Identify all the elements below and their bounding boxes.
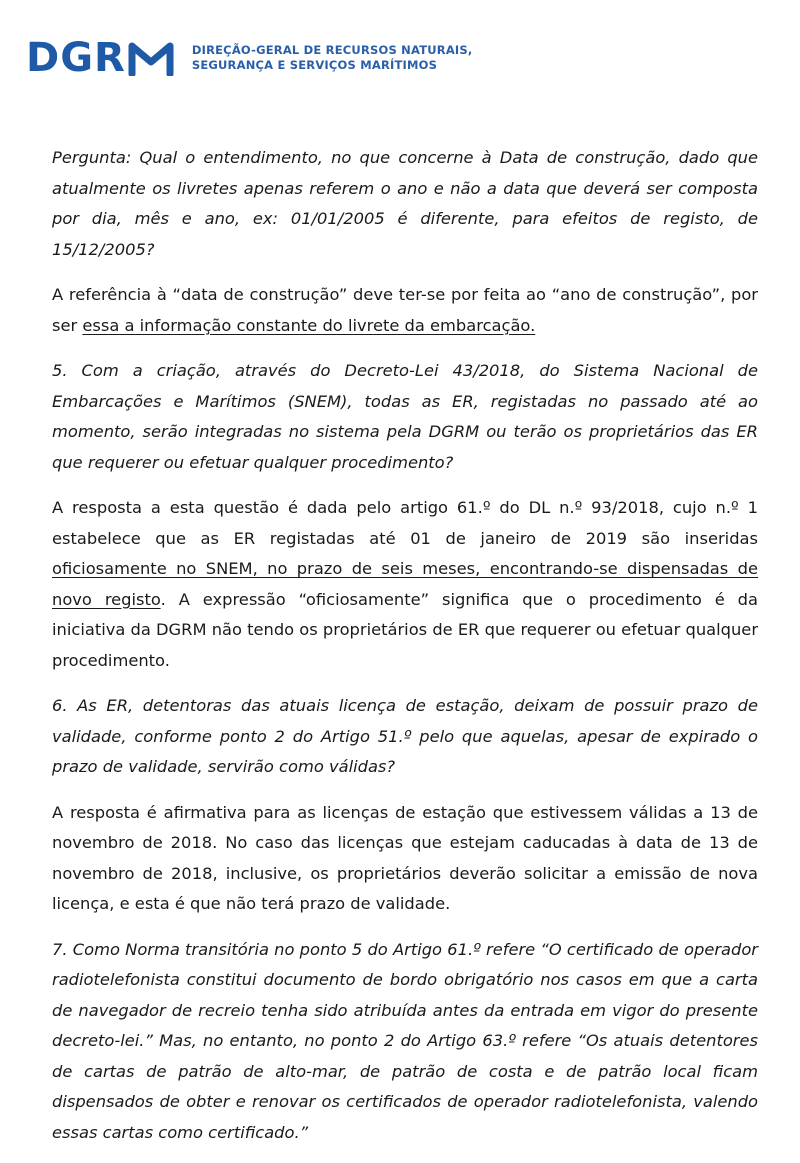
question-paragraph: 5. Com a criação, através do Decreto-Lei 43/2018, do Sistema Nacional de Embarcações e Marítimos (SNEM), todas as ER, registadas no passado até ao momento, serão integradas no sistema pela DGRM ou terão os proprietários das ER que requerer ou efetuar qualquer procedimento? bbox=[52, 361, 758, 472]
answer-text-end: . A expressão “oficiosamente” significa que o procedimento é da iniciativa da DGRM não tendo os proprietários de ER que requerer ou efetuar qualquer procedimento. bbox=[52, 589, 759, 670]
question-paragraph: Pergunta: Qual o entendimento, no que concerne à Data de construção, dado que atualmente os livretes apenas referem o ano e não a data que deverá ser composta por dia, mês e ano, ex: 01/01/2005 é diferente, para efeitos de registo, de 15/12/2005? bbox=[52, 148, 758, 259]
dgrm-logo bbox=[26, 35, 174, 81]
logo-m-icon bbox=[128, 40, 174, 76]
document-body bbox=[52, 143, 758, 1163]
answer-paragraph bbox=[52, 493, 758, 676]
header bbox=[26, 36, 472, 80]
answer-paragraph bbox=[52, 798, 758, 920]
answer-text: A referência à “data de construção” deve ter-se por feita ao “ano de construção”, por ser bbox=[52, 285, 758, 335]
agency-name bbox=[192, 43, 473, 73]
underlined-text: oficiosamente no SNEM, no prazo de seis meses, encontrando-se dispensadas de novo registo bbox=[52, 559, 758, 609]
agency-line-1: DIREÇÃO-GERAL DE RECURSOS NATURAIS, bbox=[191, 43, 473, 57]
question-paragraph: 6. As ER, detentoras das atuais licença de estação, deixam de possuir prazo de validade, conforme ponto 2 do Artigo 51.º pelo que aquelas, apesar de expirado o prazo de validade, servirão como válidas? bbox=[52, 696, 758, 776]
agency-line-2: SEGURANÇA E SERVIÇOS MARÍTIMOS bbox=[191, 58, 438, 72]
answer-text: A resposta é afirmativa para as licenças de estação que estivessem válidas a 13 de novembro de 2018. No caso das licenças que estejam caducadas à data de 13 de novembro de 2018, inclusive, os proprietários deverão solicitar a emissão de nova licença, e esta é que não terá prazo de validade. bbox=[52, 802, 758, 913]
answer-text: A resposta a esta questão é dada pelo artigo 61.º do DL n.º 93/2018, cujo n.º 1 estabelece que as ER registadas até 01 de janeiro de 2019 são inseridas bbox=[52, 498, 758, 548]
answer-paragraph bbox=[52, 280, 758, 341]
logo-wordmark: DGR bbox=[26, 35, 126, 81]
underlined-text: essa a informação constante do livrete da embarcação. bbox=[82, 315, 536, 335]
question-paragraph: 7. Como Norma transitória no ponto 5 do Artigo 61.º refere “O certificado de operador radiotelefonista constitui documento de bordo obrigatório nos casos em que a carta de navegador de recreio tenha sido atribuída antes da entrada em vigor do presente decreto-lei.” Mas, no entanto, no ponto 2 do Artigo 63.º refere “Os atuais detentores de cartas de patrão de alto-mar, de patrão de costa e de patrão local ficam dispensados de obter e renovar os certificados de operador radiotelefonista, valendo essas cartas como certificado.” bbox=[52, 939, 758, 1142]
